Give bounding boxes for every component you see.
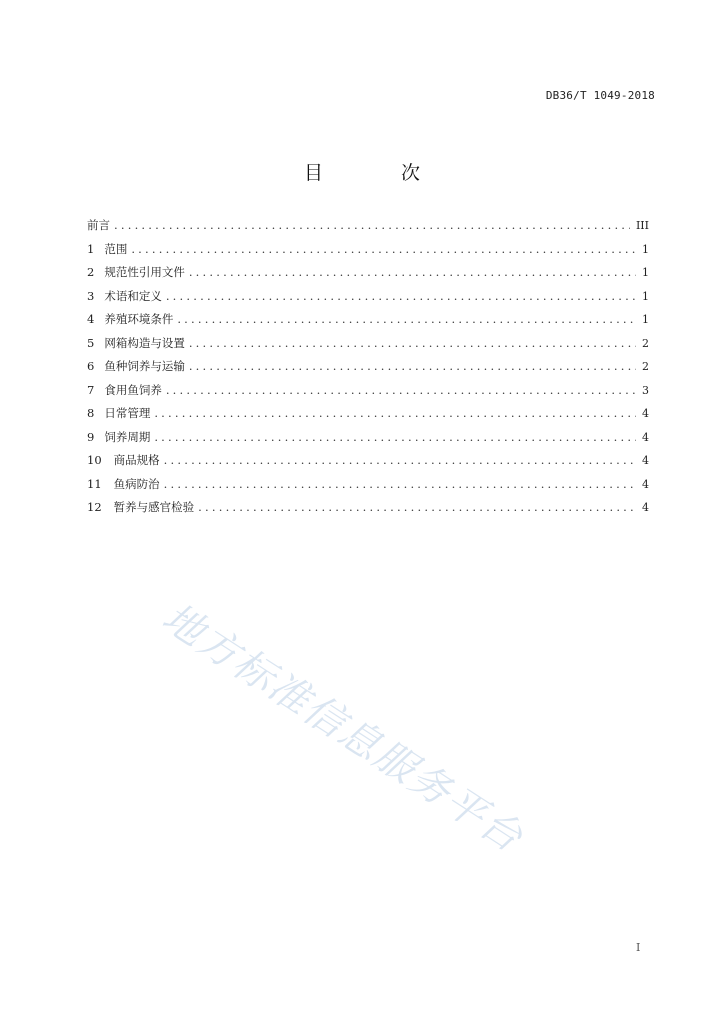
toc-leader-dots: [154, 406, 636, 420]
toc-entry-text: 养殖环境条件: [104, 312, 174, 326]
document-code: DB36/T 1049-2018: [545, 89, 655, 102]
toc-entry-text: 鱼种饲养与运输: [104, 359, 185, 373]
toc-entry-daily-management[interactable]: [87, 405, 649, 429]
toc-entry-number: 2: [87, 265, 95, 279]
toc-entry-number: 3: [87, 288, 95, 303]
toc-entry-text: 网箱构造与设置: [104, 335, 185, 350]
toc-entry-page: 4: [642, 430, 649, 444]
watermark: 地方标准信息服务平台: [154, 594, 532, 862]
toc-entry-temporary-rearing[interactable]: [87, 499, 649, 523]
toc-entry-page: 4: [642, 477, 649, 491]
toc-entry-text: 鱼病防治: [113, 476, 160, 491]
toc-entry-number: 11: [87, 476, 102, 491]
toc-entry-page: 1: [642, 313, 649, 326]
toc-entry-number: 12: [87, 500, 102, 514]
toc-entry-scope[interactable]: [87, 241, 649, 265]
toc-entry-text: 商品规格: [113, 453, 160, 467]
toc-entry-number: 7: [87, 382, 95, 397]
toc-entry-text: 食用鱼饲养: [104, 382, 162, 397]
toc-leader-dots: [131, 242, 636, 256]
toc-entry-text: 术语和定义: [104, 288, 162, 303]
toc-leader-dots: [154, 430, 636, 444]
toc-entry-page: 1: [642, 289, 649, 303]
toc-entry-page: 4: [642, 501, 649, 514]
toc-leader-dots: [198, 500, 636, 514]
toc-entry-text: 范围: [104, 241, 128, 256]
toc-entry-breeding-environment[interactable]: [87, 311, 649, 335]
toc-entry-page: 1: [642, 266, 649, 279]
toc-entry-food-fish-feeding[interactable]: [87, 382, 649, 406]
toc-entry-page: 2: [642, 336, 649, 350]
toc-entry-text: 饲养周期: [104, 429, 151, 444]
toc-entry-page: 4: [642, 454, 649, 467]
toc-entry-number: 1: [87, 241, 95, 256]
toc-leader-dots: [166, 289, 636, 303]
toc-entry-terms-definitions[interactable]: [87, 288, 649, 312]
toc-entry-text: 日常管理: [104, 406, 151, 420]
toc-entry-text: 前言: [87, 218, 110, 232]
toc-leader-dots: [164, 453, 636, 467]
toc-entry-disease-prevention[interactable]: [87, 476, 649, 500]
toc-title: 目 次: [303, 162, 457, 184]
toc-entry-normative-references[interactable]: [87, 264, 649, 288]
toc-entry-page: III: [635, 219, 649, 232]
toc-entry-number: 9: [87, 429, 95, 444]
toc-leader-dots: [189, 265, 636, 279]
toc-leader-dots: [177, 312, 636, 326]
toc-entry-number: 10: [87, 453, 102, 467]
toc-entry-page: 3: [642, 383, 649, 397]
toc-entry-page: 1: [642, 242, 649, 256]
toc-entry-number: 6: [87, 359, 95, 373]
toc-leader-dots: [114, 218, 630, 232]
toc-entry-fingerling-transport[interactable]: [87, 358, 649, 382]
toc-entry-number: 5: [87, 335, 95, 350]
toc-entry-text: 规范性引用文件: [104, 265, 185, 279]
toc-leader-dots: [189, 359, 636, 373]
toc-entry-foreword[interactable]: [87, 217, 649, 241]
toc-entry-feeding-cycle[interactable]: [87, 429, 649, 453]
toc-entry-page: 2: [642, 360, 649, 373]
toc-leader-dots: [164, 477, 636, 491]
toc-entry-text: 暂养与感官检验: [113, 500, 195, 514]
toc-leader-dots: [166, 383, 636, 397]
toc-entry-cage-construction[interactable]: [87, 335, 649, 359]
toc-entry-number: 4: [87, 312, 95, 326]
table-of-contents: [87, 217, 649, 523]
toc-entry-number: 8: [87, 406, 95, 420]
page-number: I: [636, 941, 641, 954]
toc-entry-page: 4: [642, 407, 649, 420]
toc-entry-commodity-specification[interactable]: [87, 452, 649, 476]
toc-leader-dots: [189, 336, 636, 350]
